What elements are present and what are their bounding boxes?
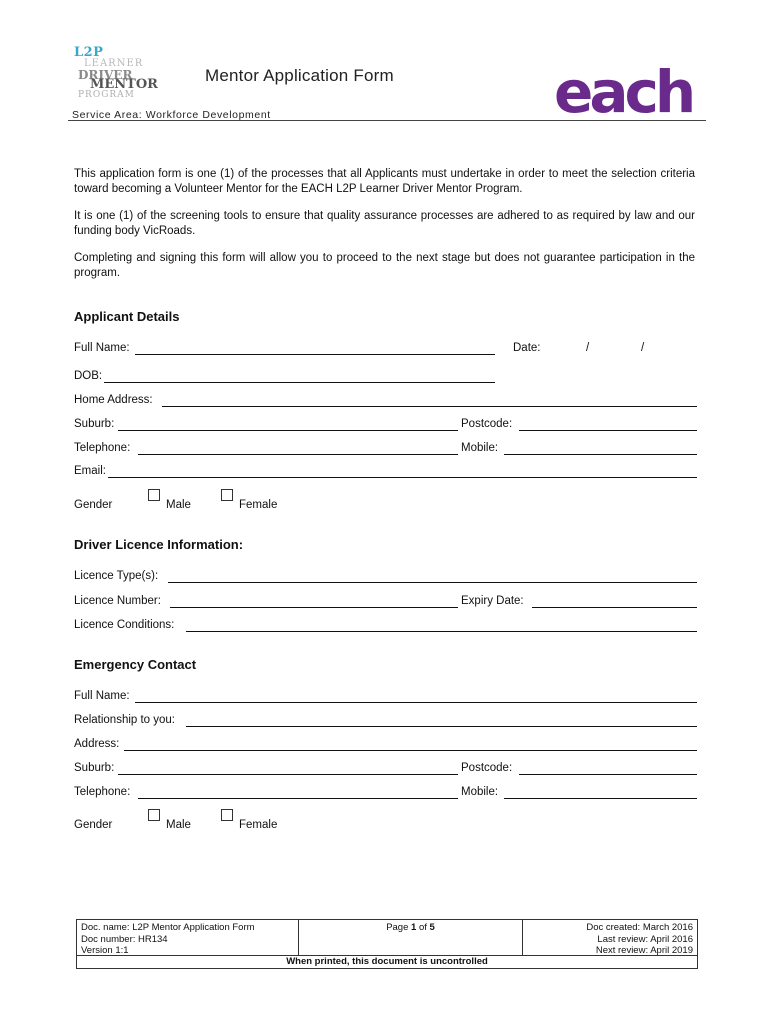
applicant-details-heading: Applicant Details — [74, 309, 180, 324]
emergency-female-checkbox[interactable] — [221, 809, 233, 821]
footer-doc-name: Doc. name: L2P Mentor Application Form — [81, 922, 255, 933]
licence-expiry-field[interactable] — [532, 595, 697, 608]
emergency-full-name-field[interactable] — [135, 690, 697, 703]
emergency-mobile-label: Mobile: — [461, 786, 499, 798]
logo-learner-text: LEARNER — [84, 58, 144, 69]
emergency-male-label: Male — [166, 819, 191, 831]
licence-conditions-label: Licence Conditions: — [74, 619, 175, 631]
applicant-gender-label: Gender — [74, 499, 113, 511]
footer-page-current: 1 — [411, 922, 417, 933]
applicant-email-field[interactable] — [108, 465, 697, 478]
emergency-telephone-field[interactable] — [138, 786, 458, 799]
applicant-dob-field[interactable] — [104, 370, 495, 383]
applicant-home-address-field[interactable] — [162, 394, 697, 407]
logo-l2p-text: L2P — [74, 45, 104, 60]
emergency-postcode-field[interactable] — [519, 762, 697, 775]
page-title: Mentor Application Form — [205, 66, 394, 85]
applicant-full-name-field[interactable] — [135, 342, 495, 355]
each-logo — [554, 62, 704, 118]
applicant-dob-label: DOB: — [74, 370, 103, 382]
each-logo-text: each — [554, 62, 693, 118]
footer-version: Version 1:1 — [81, 945, 129, 956]
emergency-gender-label: Gender — [74, 819, 113, 831]
emergency-suburb-label: Suburb: — [74, 762, 115, 774]
licence-heading: Driver Licence Information: — [74, 537, 244, 552]
applicant-postcode-field[interactable] — [519, 418, 697, 431]
emergency-telephone-label: Telephone: — [74, 786, 131, 798]
applicant-mobile-label: Mobile: — [461, 442, 499, 454]
licence-conditions-field[interactable] — [186, 619, 697, 632]
applicant-female-checkbox[interactable] — [221, 489, 233, 501]
applicant-telephone-field[interactable] — [138, 442, 458, 455]
emergency-suburb-field[interactable] — [118, 762, 458, 775]
footer-review-info — [523, 920, 697, 955]
service-area: Service Area: Workforce Development — [72, 109, 271, 121]
emergency-full-name-label: Full Name: — [74, 690, 130, 702]
l2p-logo — [74, 45, 158, 106]
applicant-suburb-label: Suburb: — [74, 418, 115, 430]
logo-program-text: PROGRAM — [78, 90, 135, 100]
emergency-relationship-label: Relationship to you: — [74, 714, 176, 726]
footer-doc-number: Doc number: HR134 — [81, 933, 168, 945]
footer-next-review: Next review: April 2019 — [595, 945, 693, 956]
header-divider — [68, 120, 706, 121]
document-footer — [76, 919, 698, 969]
emergency-mobile-field[interactable] — [504, 786, 697, 799]
emergency-male-checkbox[interactable] — [148, 809, 160, 821]
footer-uncontrolled-notice: When printed, this document is uncontrolled — [77, 955, 697, 969]
intro-paragraph-3: Completing and signing this form will allow you to proceed to the next stage but does not guarantee participation in the program. — [74, 252, 695, 279]
applicant-date-label: Date: — [513, 342, 541, 354]
emergency-address-label: Address: — [74, 738, 120, 750]
footer-doc-info — [77, 920, 299, 955]
date-separator-1: / — [586, 342, 590, 354]
emergency-female-label: Female — [239, 819, 278, 831]
emergency-heading: Emergency Contact — [74, 657, 197, 672]
footer-page-prefix: Page — [386, 922, 412, 933]
footer-page-info — [299, 920, 523, 955]
licence-number-field[interactable] — [170, 595, 458, 608]
licence-number-label: Licence Number: — [74, 595, 161, 607]
licence-types-field[interactable] — [168, 570, 697, 583]
applicant-home-address-label: Home Address: — [74, 394, 153, 406]
emergency-postcode-label: Postcode: — [461, 762, 513, 774]
logo-mentor-text: MENTOR — [90, 77, 158, 92]
intro-paragraph-1: This application form is one (1) of the processes that all Applicants must undertake in order to meet the selection criteria toward becoming a Volunteer Mentor for the EACH L2P Learner Driver Mentor Program. — [74, 168, 695, 195]
logo-driver-text: DRIVER — [78, 68, 133, 82]
applicant-mobile-field[interactable] — [504, 442, 697, 455]
applicant-email-label: Email: — [74, 465, 106, 477]
applicant-postcode-label: Postcode: — [461, 418, 513, 430]
applicant-male-checkbox[interactable] — [148, 489, 160, 501]
licence-expiry-label: Expiry Date: — [461, 595, 524, 607]
applicant-suburb-field[interactable] — [118, 418, 458, 431]
licence-types-label: Licence Type(s): — [74, 570, 159, 582]
applicant-telephone-label: Telephone: — [74, 442, 131, 454]
applicant-full-name-label: Full Name: — [74, 342, 130, 354]
applicant-female-label: Female — [239, 499, 278, 511]
intro-paragraph-2: It is one (1) of the screening tools to ensure that quality assurance processes are adhered to as required by law and our funding body VicRoads. — [74, 210, 695, 237]
footer-page-of: of — [416, 922, 430, 933]
footer-last-review: Last review: April 2016 — [597, 933, 693, 945]
emergency-address-field[interactable] — [124, 738, 697, 751]
footer-page-total: 5 — [429, 922, 435, 933]
footer-created: Doc created: March 2016 — [586, 922, 693, 933]
date-separator-2: / — [641, 342, 645, 354]
emergency-relationship-field[interactable] — [186, 714, 697, 727]
applicant-male-label: Male — [166, 499, 191, 511]
